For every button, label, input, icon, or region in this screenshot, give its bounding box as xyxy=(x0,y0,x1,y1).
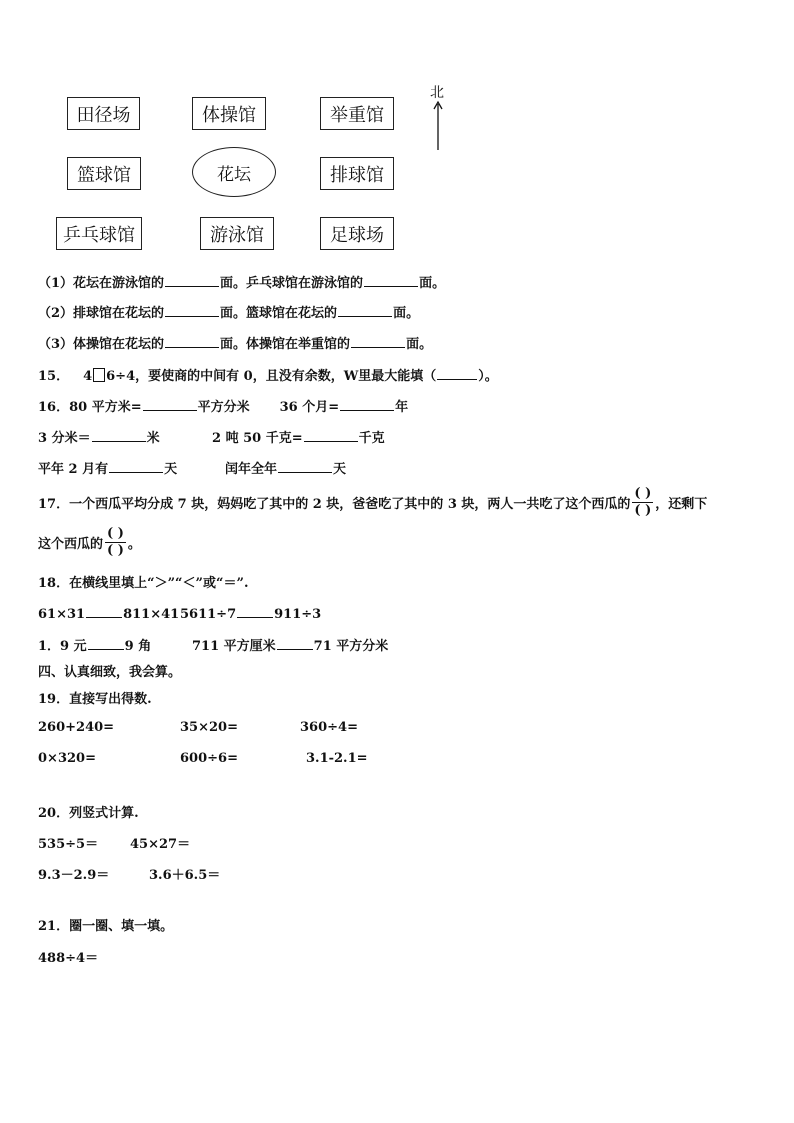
q18-row1b: 5611÷7 911÷3 xyxy=(180,604,321,622)
answer-blank[interactable] xyxy=(364,273,418,287)
answer-blank[interactable] xyxy=(165,303,219,317)
q18-row2b: 711 平方厘米 71 平方分米 xyxy=(192,635,388,654)
q17-line2: 这个西瓜的 $\frac{( )}{( )}$ 。 xyxy=(38,525,141,558)
q16-row2b: 2 吨 50 千克= 千克 xyxy=(212,427,385,446)
compare-blank[interactable] xyxy=(237,604,273,618)
calc-item: 0×320= xyxy=(38,751,96,766)
answer-blank[interactable] xyxy=(338,303,392,317)
venue-zuqiu: 足球场 xyxy=(320,217,394,250)
digit-box[interactable] xyxy=(93,368,105,382)
calc-item: 3.6＋6.5＝ xyxy=(149,868,221,883)
q16-row2: 3 分米＝ 米 xyxy=(38,427,160,446)
venue-juzhong: 举重馆 xyxy=(320,97,394,130)
answer-blank[interactable] xyxy=(165,334,219,348)
calc-item: 360÷4= xyxy=(300,720,358,735)
q20-title: 20．列竖式计算. xyxy=(38,806,139,821)
calc-item: 600÷6= xyxy=(180,751,238,766)
q14-s2: （2）排球馆在花坛的 面。篮球馆在花坛的 面。 xyxy=(38,302,419,321)
compare-blank[interactable] xyxy=(86,604,122,618)
venue-paiqiu: 排球馆 xyxy=(320,157,394,190)
q14-s1: （1）花坛在游泳馆的 面。乒乓球馆在游泳馆的 面。 xyxy=(38,272,445,291)
venue-ticao: 体操馆 xyxy=(192,97,266,130)
q21-title: 21．圈一圈、填一填。 xyxy=(38,919,174,934)
venue-pingpang: 乒乓球馆 xyxy=(56,217,142,250)
answer-blank[interactable] xyxy=(165,273,219,287)
answer-blank[interactable] xyxy=(109,459,163,473)
north-label: 北 xyxy=(430,85,444,101)
venue-youyong: 游泳馆 xyxy=(200,217,274,250)
fraction-blank[interactable]: $\frac{( )}{( )}$ xyxy=(634,485,652,518)
answer-blank[interactable] xyxy=(340,397,394,411)
calc-item: 9.3－2.9＝ xyxy=(38,868,110,883)
q16-row3b: 闰年全年 天 xyxy=(225,458,346,477)
answer-blank[interactable] xyxy=(304,428,358,442)
calc-item: 488÷4＝ xyxy=(38,951,99,966)
answer-blank[interactable] xyxy=(92,428,146,442)
calc-item: 3.1-2.1= xyxy=(306,751,368,766)
q14-s3: （3）体操馆在花坛的 面。体操馆在举重馆的 面。 xyxy=(38,333,432,352)
venue-huatan: 花坛 xyxy=(192,147,276,197)
answer-blank[interactable] xyxy=(143,397,197,411)
calc-item: 35×20= xyxy=(180,720,238,735)
calc-item: 260+240= xyxy=(38,720,115,735)
answer-blank[interactable] xyxy=(437,366,477,380)
answer-blank[interactable] xyxy=(278,459,332,473)
q19-title: 19．直接写出得数. xyxy=(38,692,152,707)
calc-item: 535÷5＝ xyxy=(38,837,99,852)
venue-lanqiu: 篮球馆 xyxy=(67,157,141,190)
answer-blank[interactable] xyxy=(351,334,405,348)
q15: 15． 4 6÷4，要使商的中间有 0，且没有余数，W里最大能填（ ）。 xyxy=(38,365,498,384)
q17-line1: 17． 一个西瓜平均分成 7 块，妈妈吃了其中的 2 块，爸爸吃了其中的 3 块，两人一共吃了这个西瓜的 $\frac{( )}{( )}$ ，还剩下 xyxy=(38,485,708,518)
fraction-blank[interactable]: $\frac{( )}{( )}$ xyxy=(107,525,124,558)
venue-tianjing: 田径场 xyxy=(67,97,140,130)
calc-item: 45×27＝ xyxy=(130,837,191,852)
q16-row1: 16．80 平方米= 平方分米 36 个月= 年 xyxy=(38,396,408,415)
compare-blank[interactable] xyxy=(277,636,313,650)
q18-title: 18．在横线里填上“＞”“＜”或“＝”. xyxy=(38,576,249,591)
compare-blank[interactable] xyxy=(88,636,124,650)
section-heading: 四、认真细致，我会算。 xyxy=(38,665,182,680)
q16-row3: 平年 2 月有 天 xyxy=(38,458,177,477)
q18-row2: 1．9 元 9 角 xyxy=(38,635,151,654)
q18-row1: 61×31 811×41 xyxy=(38,604,179,622)
north-arrow-icon xyxy=(432,100,444,152)
